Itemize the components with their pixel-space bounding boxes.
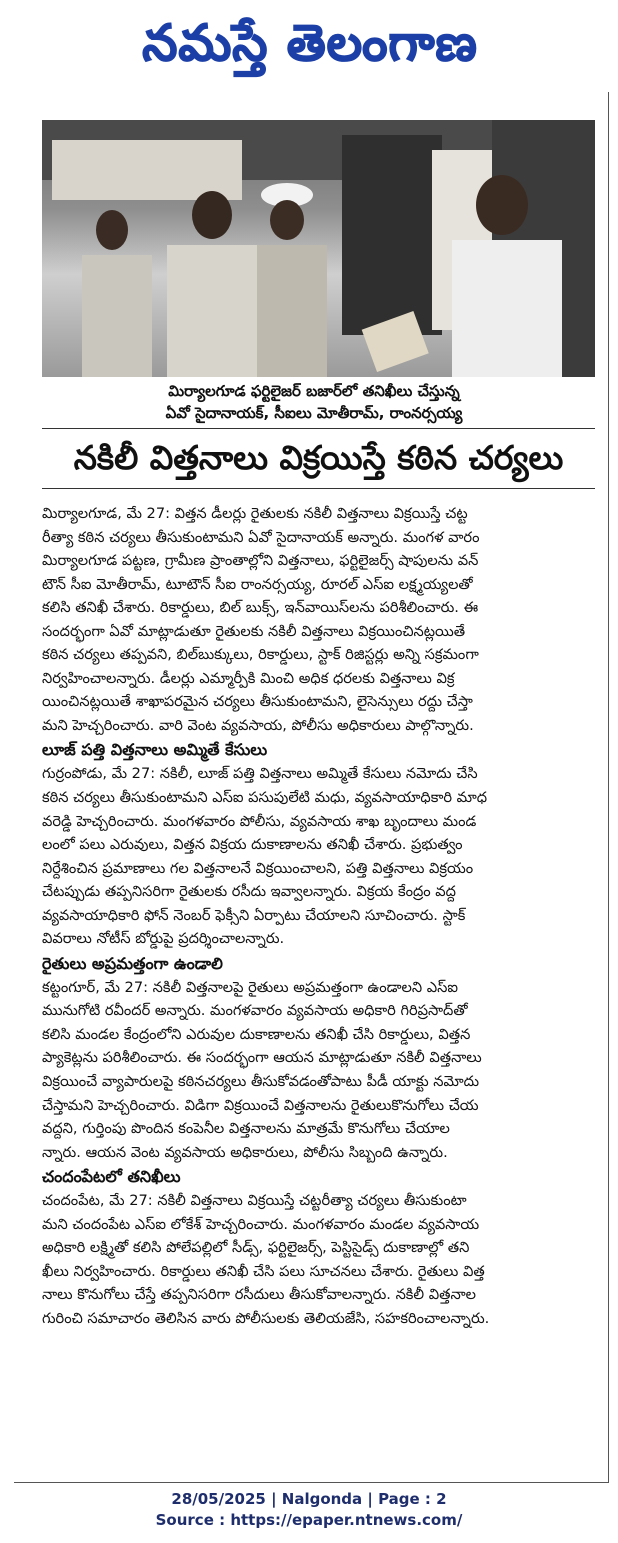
article-section-miryalaguda xyxy=(42,502,604,737)
article-line: కలిసి తనిఖీ చేశారు. రికార్డులు, బిల్ బుక్స్, ఇన్‌వాయిస్‌లను పరిశీలించారు. ఈ xyxy=(42,599,479,617)
photo-caption-line: ఏవో సైదానాయక్, సీఐలు మోతీరామ్, రాంనర్సయ్య xyxy=(165,404,463,422)
article-line: టౌన్ సీఐ మోతీరామ్, టూటౌన్ సీఐ రాంనర్సయ్య, రూరల్ ఎస్ఐ లక్ష్మయ్యలతో xyxy=(42,575,473,593)
article-line: వివరాలు నోటీస్ బోర్డుపై ప్రదర్శించాలన్నారు. xyxy=(42,930,285,948)
divider-bottom xyxy=(42,488,595,489)
article-line: ప్యాకెట్లను పరిశీలించారు. ఈ సందర్భంగా ఆయన మాట్లాడుతూ నకిలీ విత్తనాలు xyxy=(42,1049,482,1067)
article-line: లంలో పలు ఎరువులు, విత్తన విక్రయ దుకాణాలను తనిఖీ చేశారు. ప్రభుత్వం xyxy=(42,836,463,854)
article-line: వరెడ్డి హెచ్చరించారు. మంగళవారం పోలీసు, వ్యవసాయ శాఖ బృందాలు మండ xyxy=(42,812,477,830)
article-line: వద్దని, గుర్తింపు పొందిన కంపెనీల విత్తనాలను మాత్రమే కొనుగోలు చేయాల xyxy=(42,1120,450,1138)
article-line: వ్యవసాయాధికారి ఫోన్ నెంబర్ ఫెక్సీని ఏర్పాటు చేయాలని సూచించారు. స్టాక్ xyxy=(42,906,466,924)
footer-source: Source : https://epaper.ntnews.com/ xyxy=(155,1511,463,1529)
article-line: సందర్భంగా ఏవో మాట్లాడుతూ రైతులకు నకిలీ విత్తనాలు విక్రయించినట్లయితే xyxy=(42,622,466,640)
section-heading: లూజ్ పత్తి విత్తనాలు అమ్మితే కేసులు xyxy=(42,740,268,760)
newspaper-masthead: నమస్తే తెలంగాణ xyxy=(142,14,478,72)
article-line: చేటప్పుడు తప్పనిసరిగా రైతులకు రసీదు ఇవ్వాలన్నారు. విక్రయ కేంద్రం వద్ద xyxy=(42,883,456,901)
article-body xyxy=(42,502,604,1331)
article-line: న్నారు. ఆయన వెంట వ్యవసాయ అధికారులు, పోలీసు సిబ్బంది ఉన్నారు. xyxy=(42,1143,448,1161)
article-line: కలిసి మండల కేంద్రంలోని ఎరువుల దుకాణాలను తనిఖీ చేసి రికార్డులు, విత్తన xyxy=(42,1025,471,1043)
section-heading: రైతులు అప్రమత్తంగా ఉండాలి xyxy=(42,953,223,973)
article-line: గురించి సమాచారం తెలిసిన వారు పోలీసులకు తెలియజేసి, సహకరించాలన్నారు. xyxy=(42,1309,490,1327)
news-photo xyxy=(42,120,595,377)
article-line: మని హెచ్చరించారు. వారి వెంట వ్యవసాయ, పోలీసు అధికారులు పాల్గొన్నారు. xyxy=(42,716,474,734)
footer-date-edition: 28/05/2025 | Nalgonda | Page : 2 xyxy=(171,1490,447,1508)
article-line: గుర్రంపోడు, మే 27: నకిలీ, లూజ్ పత్తి విత్తనాలు అమ్మితే కేసులు నమోదు చేసి xyxy=(42,765,478,783)
article-line: యించినట్లయితే శాఖాపరమైన చర్యలు తీసుకుంటామని, లైసెన్సులు రద్దు చేస్తా xyxy=(42,693,473,711)
article-line: మని చందంపేట ఎస్ఐ లోకేశ్ హెచ్చరించారు. మంగళవారం మండల వ్యవసాయ xyxy=(42,1215,480,1233)
photo-caption-line: మిర్యాలగూడ ఫర్టిలైజర్ బజార్‌లో తనిఖీలు చేస్తున్న xyxy=(168,382,460,400)
article-line: మిర్యాలగూడ, మే 27: విత్తన డీలర్లు రైతులకు నకిలీ విత్తనాలు విక్రయిస్తే చట్ట xyxy=(42,505,468,522)
article-line: చందంపేట, మే 27: నకిలీ విత్తనాలు విక్రయిస్తే చట్టరీత్యా చర్యలు తీసుకుంటా xyxy=(42,1192,467,1210)
article-line: ఖీలు నిర్వహించారు. రికార్డులు తనిఖీ చేసి పలు సూచనలు చేశారు. రైతులు విత్త xyxy=(42,1262,485,1280)
divider-top xyxy=(42,428,595,429)
news-clipping xyxy=(14,92,609,1483)
article-line: నిర్వహించాలన్నారు. డీలర్లు ఎమ్మార్పీకి మించి అధిక ధరలకు విత్తనాలు విక్ర xyxy=(42,669,455,687)
article-section-chandampet xyxy=(42,1189,604,1330)
news-photo-illustration xyxy=(42,120,595,377)
article-line: చేస్తామని హెచ్చరించారు. విడిగా విక్రయించే విత్తనాలను రైతులుకొనుగోలు చేయ xyxy=(42,1096,479,1114)
article-line: మిర్యాలగూడ పట్టణ, గ్రామీణ ప్రాంతాల్లోని విత్తనాలు, ఫర్టిలైజర్స్ షాపులను వన్ xyxy=(42,552,479,570)
article-line: రీత్యా కఠిన చర్యలు తీసుకుంటామని ఏవో సైదానాయక్ అన్నారు. మంగళ వారం xyxy=(42,528,480,546)
section-heading: చందంపేటలో తనిఖీలు xyxy=(42,1167,181,1187)
article-line: నాలు కొనుగోలు చేస్తే తప్పనిసరిగా రసీదులు తీసుకోవాలన్నారు. నకిలీ విత్తనాల xyxy=(42,1286,477,1304)
article-line: మునుగోటి రవీందర్ అన్నారు. మంగళవారం వ్యవసాయ అధికారి గిరిప్రసాద్‌తో xyxy=(42,1002,468,1020)
article-line: నిర్దేశించిన ప్రమాణాలు గల విత్తనాలనే విక్రయించాలని, పత్తి విత్తనాలు విక్రయం xyxy=(42,859,474,877)
article-section-gurrampodu xyxy=(42,762,604,950)
article-line: కఠిన చర్యలు తప్పవని, బిల్‌బుక్కులు, రికార్డులు, స్టాక్ రిజిస్టర్లు అన్ని సక్రమంగా xyxy=(42,646,479,664)
article-section-kattangur xyxy=(42,976,604,1164)
article-line: అధికారి లక్ష్మితో కలిసి పోలేపల్లిలో సీడ్స్, ఫర్టిలైజర్స్, పెస్టిసైడ్స్ దుకాణాల్లో తని xyxy=(42,1239,470,1257)
article-line: కఠిన చర్యలు తీసుకుంటామని ఎస్ఐ పసుపులేటి మధు, వ్యవసాయాధికారి మాధ xyxy=(42,789,488,807)
article-line: కట్టంగూర్, మే 27: నకిలీ విత్తనాలపై రైతులు అప్రమత్తంగా ఉండాలని ఎస్ఐ xyxy=(42,978,458,996)
article-line: విక్రయించే వ్యాపారులపై కఠినచర్యలు తీసుకోవడంతోపాటు పీడీ యాక్టు నమోదు xyxy=(42,1073,480,1091)
article-headline: నకిలీ విత్తనాలు విక్రయిస్తే కఠిన చర్యలు xyxy=(73,438,564,477)
photo-caption xyxy=(114,380,514,424)
